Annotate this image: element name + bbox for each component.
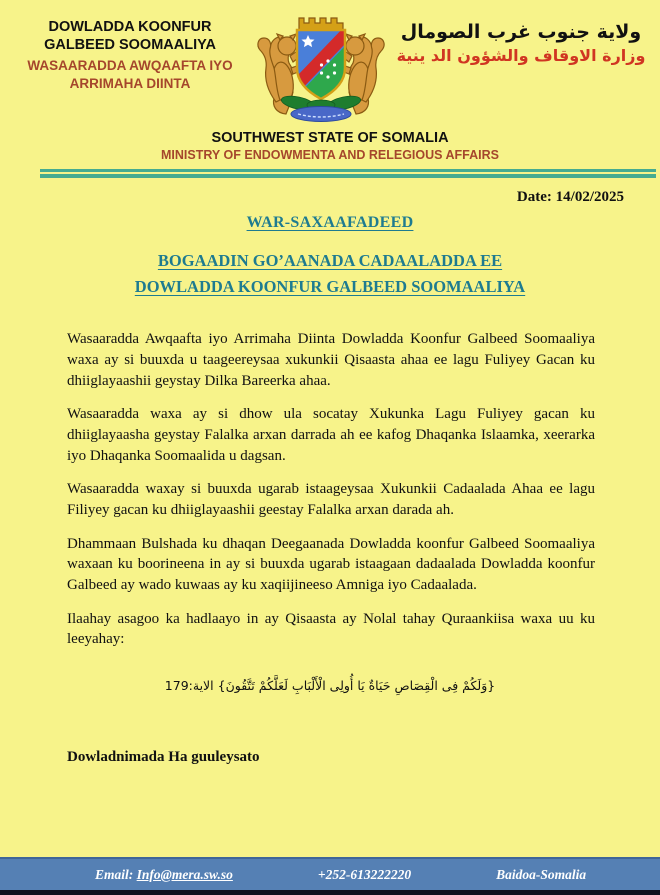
body-paragraph: Ilaahay asagoo ka hadlaayo in ay Qisaasta ay Nolal tahay Quraankiisa waxa uu ku leeyahay: — [67, 610, 595, 648]
letterhead-english-block — [0, 130, 660, 162]
ministry-name-arabic: وزارة الاوقاف والشؤون الد ينية — [396, 45, 646, 65]
email-link[interactable]: Info@mera.sw.so — [136, 866, 233, 882]
ministry-name-somali: WASAARADDA AWQAAFTA IYO ARRIMAHA DIINTA — [27, 58, 233, 91]
closing-statement: Dowladnimada Ha guuleysato — [67, 749, 260, 766]
header-divider-rule — [40, 169, 656, 178]
letterhead-somali-block — [14, 12, 246, 92]
phone-number: +252-613222220 — [317, 866, 412, 882]
letterhead-arabic-block — [396, 12, 646, 66]
quran-verse: {وَلَكُمْ فِى الْقِصَاصِ حَيَاةٌ يَا أُولِى الْأَلْبَابِ لَعَلَّكُمْ تَتَّقُونَ} الاية:179 — [164, 678, 496, 694]
state-name-english: SOUTHWEST STATE OF SOMALIA — [211, 130, 449, 146]
body-paragraph: Wasaaradda waxa ay si dhow ula socatay Xukunka Lagu Fuliyey gacan ku dhiiglayaasha geystay Falalka arxan darrada ah ee kafog Dhaqanka Islaamka, xeerarka iyo Dhaqanka Soomaalida u dagsan. — [67, 406, 595, 464]
press-release-title: WAR-SAXAAFADEED — [246, 214, 414, 231]
location-label: Baidoa-Somalia — [496, 866, 587, 882]
letterhead — [0, 0, 660, 128]
org-name-somali: DOWLADDA KOONFUR GALBEED SOOMAALIYA — [44, 19, 216, 54]
contact-footer-bar — [0, 857, 660, 895]
email-line — [95, 867, 233, 883]
ministry-name-english: MINISTRY OF ENDOWMENTA AND RELEGIOUS AFFAIRS — [161, 148, 499, 162]
subtitle-line-1: BOGAADIN GO’AANADA CADAALADDA EE — [157, 251, 503, 270]
date-label: Date: 14/02/2025 — [516, 189, 624, 205]
press-release-subtitle — [0, 248, 660, 299]
body-paragraph: Wasaaradda Awqaafta iyo Arrimaha Diinta Dowladda Koonfur Galbeed Soomaaliya waxa ay si buuxda u taageereysaa xukunkii Qisaasta ahaa ee lagu Fuliyey Gacan ku dhiiglayaashii geystay Dilka Bareerka ahaa. — [67, 331, 595, 389]
body-paragraph: Dhammaan Bulshada ku dhaqan Deegaanada Dowladda koonfur Galbeed Soomaaliya waxaan ku boorineena in ay si buuxda ugarab istaagaan dadaalada Dowladda koonfur Galbeed ay wado kuwaas ay ku xaqiijineeso Amniga iyo Cadaalada. — [67, 535, 595, 593]
email-label: Email: — [95, 866, 137, 882]
subtitle-line-2: DOWLADDA KOONFUR GALBEED SOOMAALIYA — [134, 276, 526, 296]
coat-of-arms-icon — [246, 10, 396, 128]
body-paragraph: Wasaaradda waxay si buuxda ugarab istaageysaa Xukunkii Cadaalada Ahaa ee lagu Filiyey gacan ku dhiiglayaashii geestay Falalka arxan darada ah. — [67, 481, 595, 518]
state-name-arabic: ولاية جنوب غرب الصومال — [400, 21, 642, 43]
document-body — [67, 329, 595, 650]
